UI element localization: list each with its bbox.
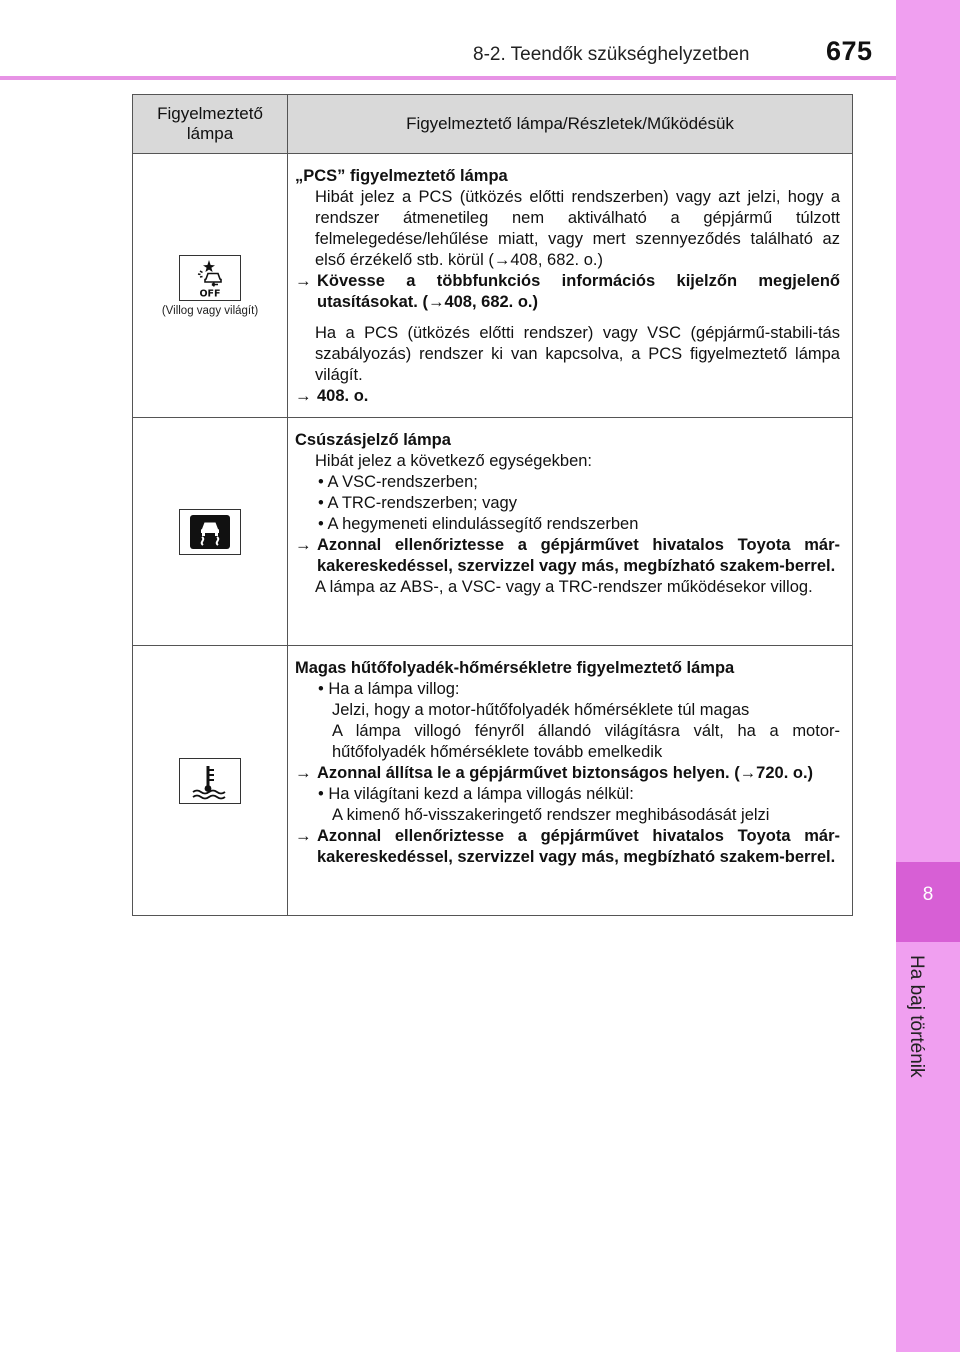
arrow-icon: → (295, 536, 312, 554)
page-number: 675 (826, 36, 873, 66)
pcs-off-warning-icon (179, 255, 241, 301)
bullet-detail: Jelzi, hogy a motor-hűtőfolyadék hőmérséklete túl magas (332, 701, 750, 719)
arrow-icon: → (295, 764, 312, 782)
slip-indicator-icon (179, 509, 241, 555)
table-header-row (133, 95, 853, 154)
bullet-detail: A kimenő hő-visszakeringető rendszer meghibásodását jelzi (332, 806, 770, 824)
arrow-icon: → (295, 387, 312, 405)
icon-off-label: OFF (199, 288, 221, 298)
light-description: Hibát jelez a PCS (ütközés előtti rendszerben) vagy azt jelzi, hogy a rendszer átmenetileg nem aktiválható a gépjármű túlzott felmelegedése/lehűlése miatt, vagy mert szennyeződés található az első érzékelő stb. körül (→408, 682. o.) (315, 188, 840, 269)
chapter-title: Ha baj történik (906, 955, 927, 1078)
action-instruction: → Azonnal állítsa le a gépjárművet biztonságos helyen. (→720. o.) (295, 764, 814, 782)
details-cell (288, 418, 853, 646)
list-item: • A TRC-rendszerben; vagy (318, 494, 517, 512)
action-instruction: → Kövesse a többfunkciós információs kijelzőn megjelenő utasításokat. (→408, 682. o.) (295, 272, 840, 311)
chapter-side-tab (896, 0, 960, 1352)
action-instruction: → Azonnal ellenőriztesse a gépjárművet hivatalos Toyota már-kakereskedéssel, szervizzel vagy más, megbízható szakem-berrel. (295, 827, 840, 866)
section-title: 8-2. Teendők szükséghelyzetben (473, 44, 750, 65)
list-item: • A VSC-rendszerben; (318, 473, 478, 491)
light-title: „PCS” figyelmeztető lámpa (295, 167, 508, 185)
list-item: • Ha világítani kezd a lámpa villogás nélkül: (318, 785, 634, 803)
page-reference: → 408. o. (295, 387, 369, 405)
table-row (133, 418, 853, 646)
warning-lights-table (132, 94, 853, 916)
light-description: Hibát jelez a következő egységekben: (315, 452, 593, 470)
details-cell (288, 154, 853, 418)
bullet-detail: A lámpa villogó fényről állandó világításra vált, ha a motor-hűtőfolyadék hőmérséklete tovább emelkedik (332, 722, 840, 761)
table-row (133, 154, 853, 418)
details-cell (288, 646, 853, 916)
arrow-icon: → (295, 272, 312, 290)
list-item: • A hegymeneti elindulássegítő rendszerben (318, 515, 639, 533)
list-item: • Ha a lámpa villog: (318, 680, 460, 698)
coolant-temperature-icon (179, 758, 241, 804)
lamp-cell (133, 154, 288, 418)
lamp-cell (133, 646, 288, 916)
icon-caption: (Villog vagy világít) (161, 304, 259, 317)
chapter-number: 8 (922, 884, 934, 905)
light-title: Csúszásjelző lámpa (295, 431, 451, 449)
light-note: A lámpa az ABS-, a VSC- vagy a TRC-rendszer működésekor villog. (315, 578, 813, 596)
table-row (133, 646, 853, 916)
column-header-details: Figyelmeztető lámpa/Részletek/Működésük (288, 95, 853, 154)
action-instruction: → Azonnal ellenőriztesse a gépjárművet hivatalos Toyota már-kakereskedéssel, szervizzel vagy más, megbízható szakem-berrel. (295, 536, 840, 575)
header-divider (0, 76, 896, 80)
lamp-cell (133, 418, 288, 646)
column-header-lamp: Figyelmeztető lámpa (133, 95, 288, 154)
arrow-icon: → (295, 827, 312, 845)
light-title: Magas hűtőfolyadék-hőmérsékletre figyelmeztető lámpa (295, 659, 735, 677)
light-note: Ha a PCS (ütközés előtti rendszer) vagy VSC (gépjármű-stabili-tás szabályozás) rendszer ki van kapcsolva, a PCS figyelmeztető lámpa világít. (315, 324, 840, 384)
